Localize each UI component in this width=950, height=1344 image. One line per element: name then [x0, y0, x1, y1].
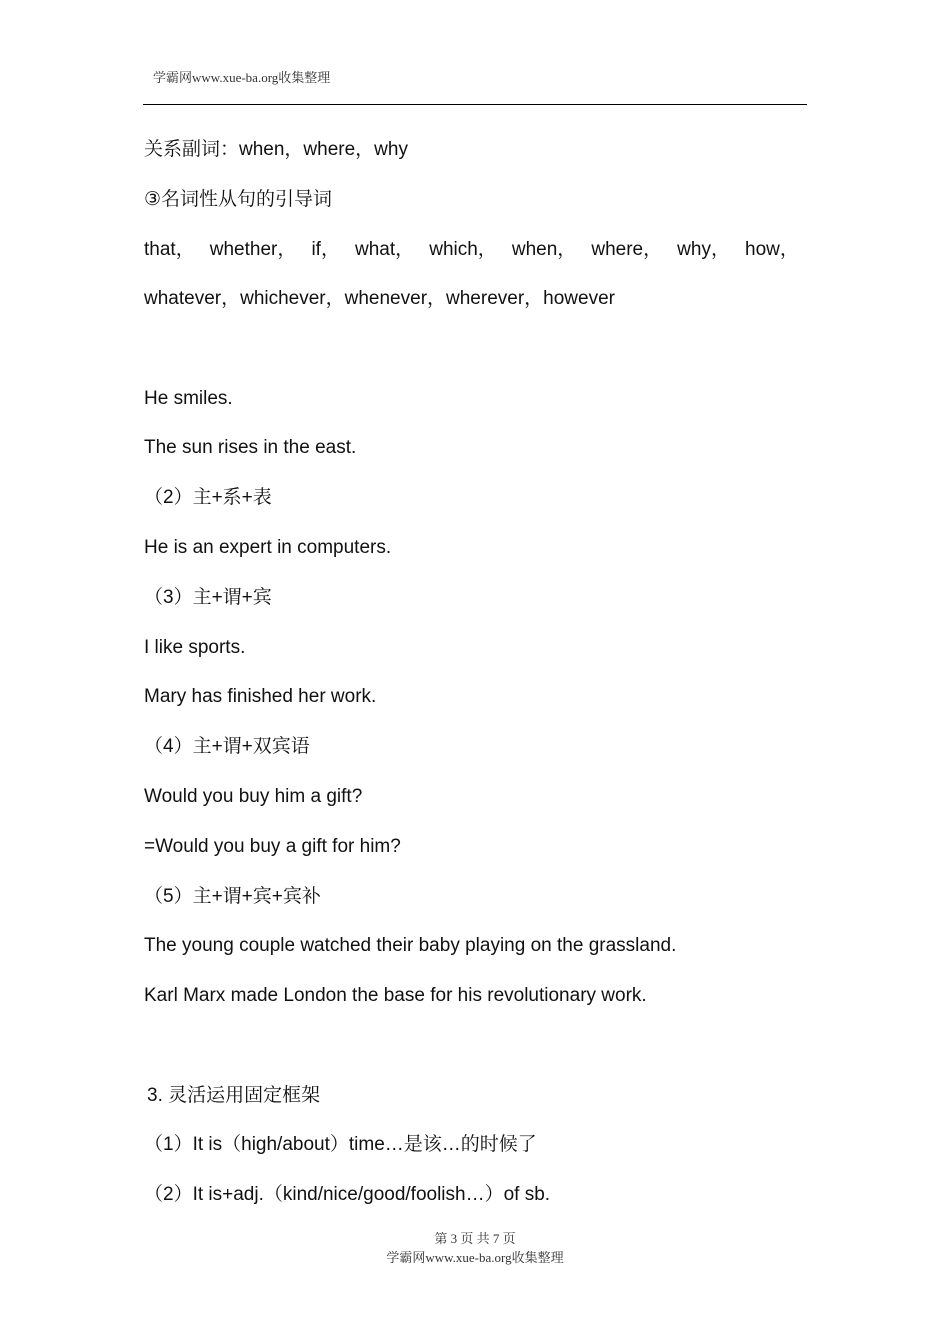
page-number: 第 3 页 共 7 页 [434, 1231, 516, 1246]
example-sentence: =Would you buy a gift for him? [144, 836, 401, 857]
example-sentence: The sun rises in the east. [144, 437, 357, 458]
example-sentence: He smiles. [144, 388, 233, 409]
example-sentence: He is an expert in computers. [144, 537, 392, 558]
example-sentence: I like sports. [144, 637, 246, 658]
conjunctions-line-2: whatever，whichever，whenever，wherever，however [144, 288, 615, 309]
conjunction-item: whether， [209, 239, 297, 260]
conjunction-item: if， [311, 239, 340, 260]
example-sentence: Mary has finished her work. [144, 686, 377, 707]
pattern-heading: （3）主+谓+宾 [144, 587, 272, 608]
pattern-heading: （4）主+谓+双宾语 [144, 736, 310, 757]
noun-clause-heading: ③名词性从句的引导词 [144, 189, 333, 210]
conjunction-item: how， [745, 239, 799, 260]
frame-item: （1）It is（high/about）time…是该…的时候了 [144, 1134, 537, 1155]
conjunction-item: which， [429, 239, 497, 260]
conjunction-item: when， [511, 239, 577, 260]
example-sentence: The young couple watched their baby playing on the grassland. [144, 935, 677, 956]
footer-source: 学霸网www.xue-ba.org收集整理 [386, 1250, 564, 1265]
conjunction-item: why， [677, 239, 730, 260]
page-header-text: 学霸网www.xue-ba.org收集整理 [153, 70, 331, 85]
pattern-heading: （5）主+谓+宾+宾补 [144, 886, 321, 907]
example-sentence: Karl Marx made London the base for his revolutionary work. [144, 985, 647, 1006]
conjunction-item: that， [144, 239, 195, 260]
pattern-heading: （2）主+系+表 [144, 487, 272, 508]
relative-adverbs-line: 关系副词：when，where，why [144, 139, 408, 160]
conjunctions-line [144, 237, 799, 263]
frame-item: （2）It is+adj.（kind/nice/good/foolish…）of sb. [144, 1184, 551, 1205]
section-heading: 3. 灵活运用固定框架 [147, 1085, 321, 1106]
header-divider [143, 104, 807, 105]
conjunction-item: where， [591, 239, 663, 260]
conjunction-item: what， [355, 239, 415, 260]
example-sentence: Would you buy him a gift? [144, 786, 363, 807]
